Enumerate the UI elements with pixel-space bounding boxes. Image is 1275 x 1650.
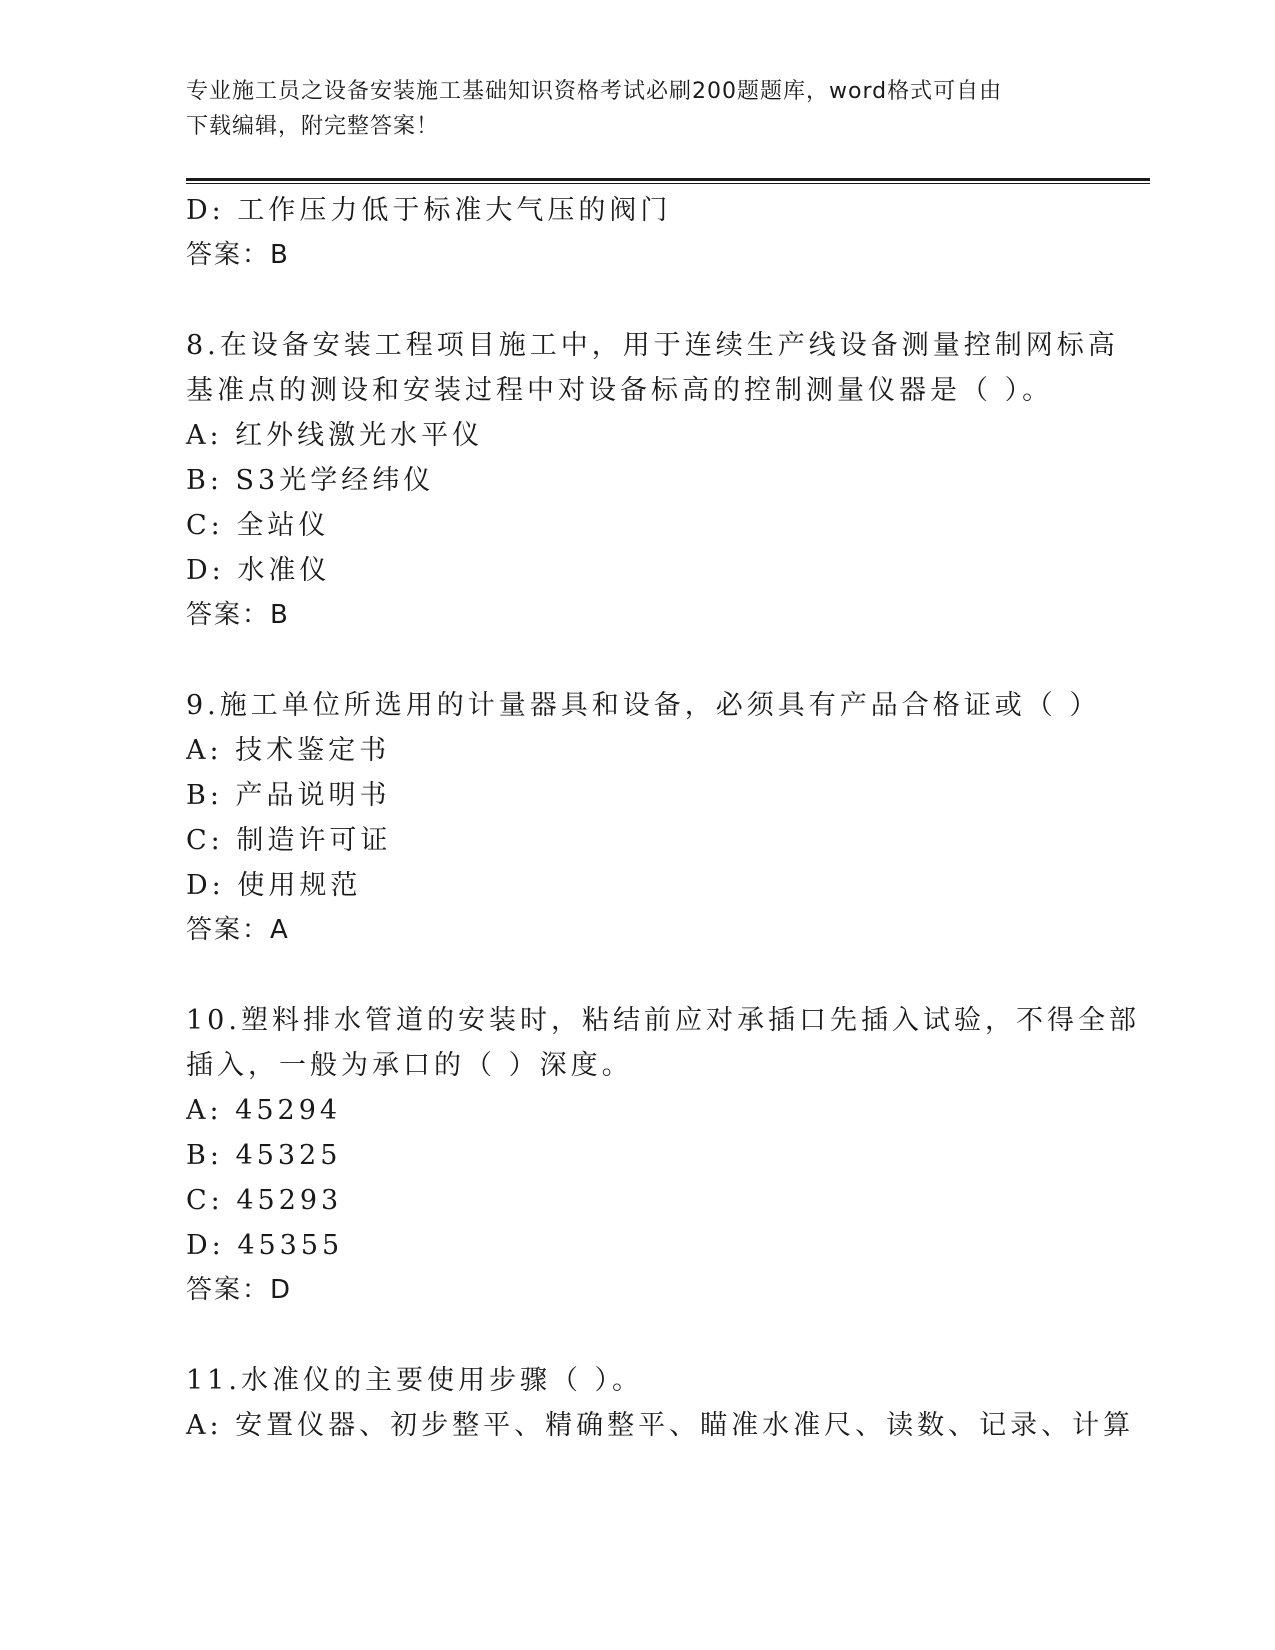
question-stem: 9.施工单位所选用的计量器具和设备，必须具有产品合格证或（ ） [186, 690, 1101, 721]
option-d: D: 使用规范 [186, 870, 362, 901]
option-d: D: 水准仪 [186, 555, 331, 586]
answer: 答案：D [186, 1275, 293, 1305]
option-b: B: 45325 [186, 1140, 342, 1171]
option-a: A: 红外线激光水平仪 [186, 420, 484, 451]
header-title-line-1: 专业施工员之设备安装施工基础知识资格考试必刷200题题库，word格式可自由 [186, 79, 1003, 104]
header-title-line-2: 下载编辑，附完整答案！ [186, 114, 440, 139]
option-d: D: 45355 [186, 1230, 344, 1261]
question-9 [186, 683, 1146, 953]
question-stem: 10.塑料排水管道的安装时，粘结前应对承插口先插入试验，不得全部 [186, 1005, 1140, 1036]
question-8 [186, 323, 1146, 638]
question-stem: 11.水准仪的主要使用步骤（ ）。 [186, 1365, 644, 1396]
answer: 答案：B [186, 600, 290, 630]
question-11 [186, 1358, 1146, 1448]
option-c: C: 全站仪 [186, 510, 330, 541]
option-b: B: 产品说明书 [186, 780, 391, 811]
question-10 [186, 998, 1146, 1313]
header-divider-thin [186, 183, 1150, 184]
option-c: C: 制造许可证 [186, 825, 392, 856]
document-header [186, 74, 1066, 144]
prev-option-d: D: 工作压力低于标准大气压的阀门 [186, 195, 672, 226]
option-c: C: 45293 [186, 1185, 343, 1216]
question-stem: 8.在设备安装工程项目施工中，用于连续生产线设备测量控制网标高 [186, 330, 1119, 361]
option-a: A: 安置仪器、初步整平、精确整平、瞄准水准尺、读数、记录、计算 [186, 1410, 1135, 1441]
option-a: A: 45294 [186, 1095, 342, 1126]
question-list [186, 188, 1146, 1448]
header-divider-thick [186, 178, 1150, 181]
question-stem: 插入，一般为承口的（ ）深度。 [186, 1050, 633, 1081]
question-stem: 基准点的测设和安装过程中对设备标高的控制测量仪器是（ ）。 [186, 375, 1054, 406]
answer: 答案：A [186, 915, 290, 945]
option-a: A: 技术鉴定书 [186, 735, 391, 766]
option-b: B: S3光学经纬仪 [186, 465, 435, 496]
prev-answer: 答案：B [186, 240, 290, 270]
